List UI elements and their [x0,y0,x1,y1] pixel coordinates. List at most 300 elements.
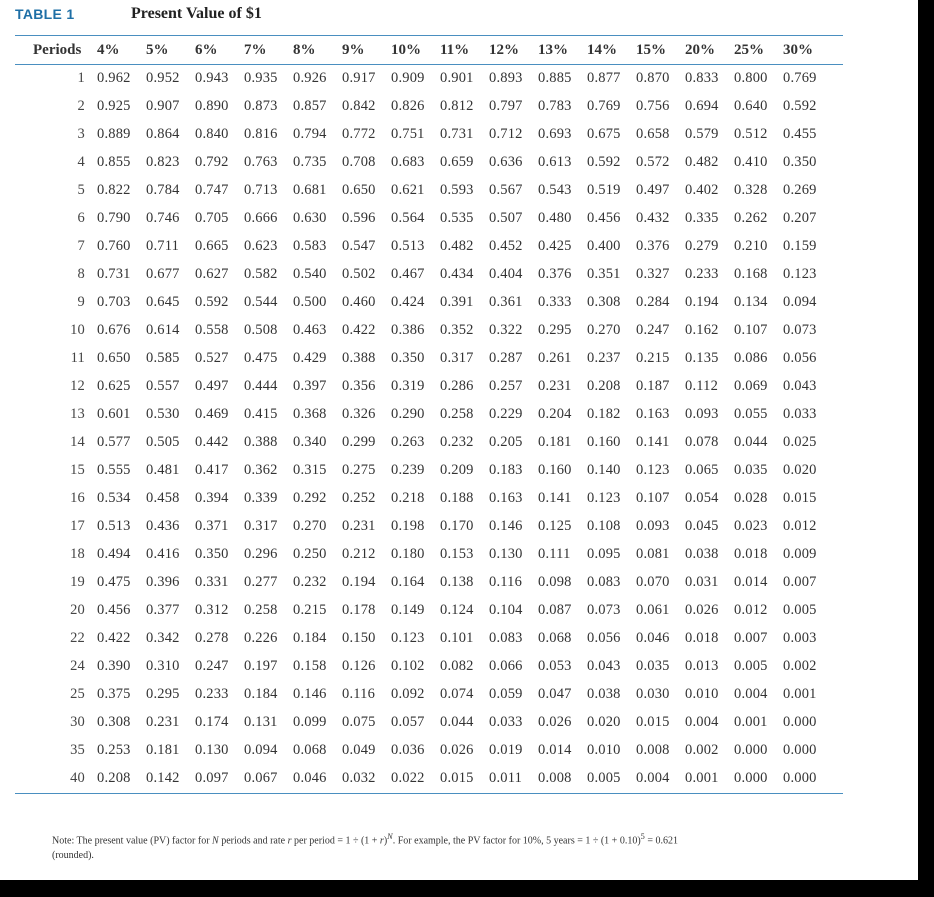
pv-factor-cell: 0.160 [587,433,621,450]
pv-factor-cell: 0.335 [685,209,719,226]
pv-factor-cell: 0.056 [783,349,817,366]
table-row [15,372,832,400]
pv-factor-cell: 0.456 [587,209,621,226]
pv-factor-cell: 0.712 [489,125,523,142]
pv-factor-cell: 0.038 [587,685,621,702]
pv-factor-cell: 0.962 [97,69,131,86]
pv-factor-cell: 0.812 [440,97,474,114]
pv-factor-cell: 0.350 [391,349,425,366]
pv-factor-cell: 0.102 [391,657,425,674]
pv-factor-cell: 0.239 [391,461,425,478]
pv-factor-cell: 0.160 [538,461,572,478]
pv-factor-cell: 0.208 [97,769,131,786]
table-row [15,232,832,260]
pv-factor-cell: 0.625 [97,377,131,394]
pv-factor-cell: 0.394 [195,489,229,506]
pv-factor-cell: 0.134 [734,293,768,310]
period-cell: 20 [70,601,85,618]
pv-factor-cell: 0.270 [293,517,327,534]
pv-factor-cell: 0.390 [97,657,131,674]
pv-factor-cell: 0.250 [293,545,327,562]
pv-factor-cell: 0.429 [293,349,327,366]
pv-factor-cell: 0.677 [146,265,180,282]
pv-factor-cell: 0.772 [342,125,376,142]
pv-factor-cell: 0.247 [195,657,229,674]
pv-factor-cell: 0.033 [783,405,817,422]
pv-factor-cell: 0.513 [97,517,131,534]
pv-factor-cell: 0.659 [440,153,474,170]
pv-factor-cell: 0.141 [538,489,572,506]
note-text: (rounded). [52,850,94,862]
pv-factor-cell: 0.033 [489,713,523,730]
pv-factor-cell: 0.126 [342,657,376,674]
pv-factor-cell: 0.746 [146,209,180,226]
pv-factor-cell: 0.207 [783,209,817,226]
pv-factor-cell: 0.386 [391,321,425,338]
pv-factor-cell: 0.666 [244,209,278,226]
pv-factor-cell: 0.232 [293,573,327,590]
period-cell: 24 [70,657,85,674]
pv-factor-cell: 0.482 [440,237,474,254]
pv-factor-cell: 0.094 [244,741,278,758]
pv-factor-cell: 0.422 [97,629,131,646]
pv-factor-cell: 0.184 [244,685,278,702]
pv-factor-cell: 0.098 [538,573,572,590]
pv-factor-cell: 0.769 [783,69,817,86]
pv-factor-cell: 0.025 [783,433,817,450]
pv-factor-cell: 0.713 [244,181,278,198]
pv-factor-cell: 0.636 [489,153,523,170]
period-cell: 2 [77,97,85,114]
pv-factor-cell: 0.513 [391,237,425,254]
pv-factor-cell: 0.747 [195,181,229,198]
pv-factor-cell: 0.630 [293,209,327,226]
pv-factor-cell: 0.444 [244,377,278,394]
pv-factor-cell: 0.073 [783,321,817,338]
pv-factor-cell: 0.010 [587,741,621,758]
pv-factor-cell: 0.434 [440,265,474,282]
periods-header: Periods [33,41,82,58]
table-row [15,120,832,148]
pv-factor-cell: 0.146 [293,685,327,702]
period-cell: 8 [77,265,85,282]
pv-factor-cell: 0.026 [685,601,719,618]
rate-header: 15% [636,41,666,58]
pv-factor-cell: 0.543 [538,181,572,198]
note-var-r: r [379,835,384,847]
pv-factor-cell: 0.070 [636,573,670,590]
pv-factor-cell: 0.572 [636,153,670,170]
pv-factor-cell: 0.020 [587,713,621,730]
pv-factor-cell: 0.889 [97,125,131,142]
pv-factor-cell: 0.763 [244,153,278,170]
pv-factor-cell: 0.232 [440,433,474,450]
pv-factor-cell: 0.816 [244,125,278,142]
pv-factor-cell: 0.731 [97,265,131,282]
pv-factor-cell: 0.002 [783,657,817,674]
pv-factor-cell: 0.925 [97,97,131,114]
pv-factor-cell: 0.519 [587,181,621,198]
pv-factor-cell: 0.093 [685,405,719,422]
pv-factor-cell: 0.361 [489,293,523,310]
pv-factor-cell: 0.135 [685,349,719,366]
period-cell: 3 [77,125,85,142]
pv-factor-cell: 0.003 [783,629,817,646]
pv-factor-cell: 0.074 [440,685,474,702]
pv-factor-cell: 0.168 [734,265,768,282]
table-row [15,512,832,540]
pv-factor-cell: 0.083 [587,573,621,590]
pv-factor-cell: 0.460 [342,293,376,310]
table-row [15,204,832,232]
pv-factor-cell: 0.059 [489,685,523,702]
pv-factor-cell: 0.258 [244,601,278,618]
pv-factor-cell: 0.650 [97,349,131,366]
pv-factor-cell: 0.138 [440,573,474,590]
pv-factor-cell: 0.065 [685,461,719,478]
pv-factor-cell: 0.328 [734,181,768,198]
pv-factor-cell: 0.163 [636,405,670,422]
pv-factor-cell: 0.046 [293,769,327,786]
table-row [15,568,832,596]
pv-factor-cell: 0.665 [195,237,229,254]
pv-factor-cell: 0.004 [685,713,719,730]
pv-factor-cell: 0.164 [391,573,425,590]
pv-factor-cell: 0.000 [783,741,817,758]
pv-factor-cell: 0.547 [342,237,376,254]
pv-factor-cell: 0.794 [293,125,327,142]
pv-factor-cell: 0.009 [783,545,817,562]
pv-factor-cell: 0.708 [342,153,376,170]
pv-factor-cell: 0.226 [244,629,278,646]
pv-factor-cell: 0.502 [342,265,376,282]
rate-header: 4% [97,41,120,58]
pv-factor-cell: 0.141 [636,433,670,450]
pv-factor-cell: 0.163 [489,489,523,506]
pv-factor-cell: 0.015 [636,713,670,730]
pv-factor-cell: 0.592 [195,293,229,310]
period-cell: 25 [70,685,85,702]
pv-factor-cell: 0.432 [636,209,670,226]
pv-factor-cell: 0.182 [587,405,621,422]
present-value-table [15,36,832,792]
pv-factor-cell: 0.579 [685,125,719,142]
pv-factor-cell: 0.142 [146,769,180,786]
pv-factor-cell: 0.703 [97,293,131,310]
table-row [15,708,832,736]
pv-factor-cell: 0.627 [195,265,229,282]
pv-factor-cell: 0.068 [538,629,572,646]
period-cell: 5 [77,181,85,198]
pv-factor-cell: 0.317 [440,349,474,366]
pv-factor-cell: 0.592 [587,153,621,170]
table-label: TABLE 1 [15,6,75,22]
pv-factor-cell: 0.066 [489,657,523,674]
pv-factor-cell: 0.252 [342,489,376,506]
pv-factor-cell: 0.613 [538,153,572,170]
pv-factor-cell: 0.731 [440,125,474,142]
pv-factor-cell: 0.231 [146,713,180,730]
pv-factor-cell: 0.870 [636,69,670,86]
pv-factor-cell: 0.054 [685,489,719,506]
pv-factor-cell: 0.257 [489,377,523,394]
pv-factor-cell: 0.124 [440,601,474,618]
pv-factor-cell: 0.247 [636,321,670,338]
pv-factor-cell: 0.045 [685,517,719,534]
pv-factor-cell: 0.270 [587,321,621,338]
pv-factor-cell: 0.008 [538,769,572,786]
pv-factor-cell: 0.083 [489,629,523,646]
pv-factor-cell: 0.467 [391,265,425,282]
pv-factor-cell: 0.150 [342,629,376,646]
pv-factor-cell: 0.694 [685,97,719,114]
pv-factor-cell: 0.011 [489,769,523,786]
pv-factor-cell: 0.475 [97,573,131,590]
pv-factor-cell: 0.178 [342,601,376,618]
pv-factor-cell: 0.397 [293,377,327,394]
pv-factor-cell: 0.183 [489,461,523,478]
period-cell: 6 [77,209,85,226]
pv-factor-cell: 0.005 [587,769,621,786]
period-cell: 10 [70,321,85,338]
pv-factor-cell: 0.312 [195,601,229,618]
pv-factor-cell: 0.194 [342,573,376,590]
pv-factor-cell: 0.284 [636,293,670,310]
table-row [15,540,832,568]
pv-factor-cell: 0.061 [636,601,670,618]
pv-factor-cell: 0.917 [342,69,376,86]
pv-factor-cell: 0.396 [146,573,180,590]
pv-factor-cell: 0.375 [97,685,131,702]
pv-factor-cell: 0.153 [440,545,474,562]
pv-factor-cell: 0.295 [538,321,572,338]
pv-factor-cell: 0.388 [244,433,278,450]
pv-factor-cell: 0.005 [783,601,817,618]
pv-factor-cell: 0.263 [391,433,425,450]
table-row [15,652,832,680]
note-var-n: N [212,835,219,847]
pv-factor-cell: 0.000 [783,769,817,786]
pv-factor-cell: 0.952 [146,69,180,86]
pv-factor-cell: 0.864 [146,125,180,142]
pv-factor-cell: 0.055 [734,405,768,422]
pv-factor-cell: 0.010 [685,685,719,702]
pv-factor-cell: 0.047 [538,685,572,702]
rate-header: 30% [783,41,813,58]
pv-factor-cell: 0.769 [587,97,621,114]
period-cell: 11 [70,349,85,366]
pv-factor-cell: 0.564 [391,209,425,226]
pv-factor-cell: 0.197 [244,657,278,674]
pv-factor-cell: 0.036 [391,741,425,758]
pv-factor-cell: 0.116 [489,573,523,590]
pv-factor-cell: 0.783 [538,97,572,114]
pv-factor-cell: 0.705 [195,209,229,226]
pv-factor-cell: 0.218 [391,489,425,506]
pv-factor-cell: 0.555 [97,461,131,478]
pv-factor-cell: 0.368 [293,405,327,422]
table-row [15,624,832,652]
pv-factor-cell: 0.275 [342,461,376,478]
pv-factor-cell: 0.031 [685,573,719,590]
pv-factor-cell: 0.855 [97,153,131,170]
pv-factor-cell: 0.424 [391,293,425,310]
pv-factor-cell: 0.557 [146,377,180,394]
pv-factor-cell: 0.231 [342,517,376,534]
period-cell: 19 [70,573,85,590]
pv-factor-cell: 0.826 [391,97,425,114]
pv-factor-cell: 0.623 [244,237,278,254]
pv-factor-cell: 0.342 [146,629,180,646]
pv-factor-cell: 0.442 [195,433,229,450]
pv-factor-cell: 0.362 [244,461,278,478]
footnote [52,829,832,863]
pv-factor-cell: 0.000 [734,769,768,786]
rate-header: 25% [734,41,764,58]
pv-factor-cell: 0.082 [440,657,474,674]
pv-factor-cell: 0.326 [342,405,376,422]
pv-factor-cell: 0.229 [489,405,523,422]
pv-factor-cell: 0.107 [734,321,768,338]
pv-factor-cell: 0.683 [391,153,425,170]
rate-header: 7% [244,41,267,58]
period-cell: 16 [70,489,85,506]
pv-factor-cell: 0.000 [783,713,817,730]
pv-factor-cell: 0.253 [97,741,131,758]
table-row [15,148,832,176]
pv-factor-cell: 0.004 [734,685,768,702]
bottom-rule [15,793,843,794]
table-row [15,484,832,512]
pv-factor-cell: 0.081 [636,545,670,562]
rate-header: 8% [293,41,316,58]
note-superscript: N [387,832,393,841]
pv-factor-cell: 0.512 [734,125,768,142]
pv-factor-cell: 0.149 [391,601,425,618]
rate-header: 9% [342,41,365,58]
pv-factor-cell: 0.043 [783,377,817,394]
pv-factor-cell: 0.890 [195,97,229,114]
pv-factor-cell: 0.097 [195,769,229,786]
period-cell: 22 [70,629,85,646]
pv-factor-cell: 0.494 [97,545,131,562]
pv-factor-cell: 0.044 [734,433,768,450]
pv-factor-cell: 0.030 [636,685,670,702]
pv-factor-cell: 0.210 [734,237,768,254]
pv-factor-cell: 0.204 [538,405,572,422]
pv-factor-cell: 0.290 [391,405,425,422]
pv-factor-cell: 0.026 [440,741,474,758]
pv-factor-cell: 0.184 [293,629,327,646]
pv-factor-cell: 0.901 [440,69,474,86]
pv-factor-cell: 0.308 [97,713,131,730]
table-row [15,64,832,92]
pv-factor-cell: 0.067 [244,769,278,786]
pv-factor-cell: 0.146 [489,517,523,534]
pv-factor-cell: 0.012 [783,517,817,534]
note-text: Note: The present value (PV) factor for [52,835,213,847]
pv-factor-cell: 0.926 [293,69,327,86]
table-row [15,260,832,288]
pv-factor-cell: 0.299 [342,433,376,450]
pv-factor-cell: 0.107 [636,489,670,506]
pv-factor-cell: 0.402 [685,181,719,198]
pv-factor-cell: 0.158 [293,657,327,674]
pv-factor-cell: 0.784 [146,181,180,198]
pv-factor-cell: 0.823 [146,153,180,170]
period-cell: 14 [70,433,85,450]
pv-factor-cell: 0.873 [244,97,278,114]
pv-factor-cell: 0.558 [195,321,229,338]
pv-factor-cell: 0.258 [440,405,474,422]
pv-factor-cell: 0.391 [440,293,474,310]
pv-factor-cell: 0.131 [244,713,278,730]
pv-factor-cell: 0.583 [293,237,327,254]
pv-factor-cell: 0.087 [538,601,572,618]
pv-factor-cell: 0.410 [734,153,768,170]
pv-factor-cell: 0.593 [440,181,474,198]
pv-factor-cell: 0.675 [587,125,621,142]
pv-factor-cell: 0.822 [97,181,131,198]
pv-factor-cell: 0.327 [636,265,670,282]
pv-factor-cell: 0.507 [489,209,523,226]
pv-factor-cell: 0.534 [97,489,131,506]
pv-factor-cell: 0.233 [685,265,719,282]
pv-factor-cell: 0.535 [440,209,474,226]
period-cell: 18 [70,545,85,562]
pv-factor-cell: 0.012 [734,601,768,618]
pv-factor-cell: 0.452 [489,237,523,254]
pv-factor-cell: 0.018 [734,545,768,562]
pv-factor-cell: 0.592 [783,97,817,114]
pv-factor-cell: 0.022 [391,769,425,786]
pv-factor-cell: 0.760 [97,237,131,254]
pv-factor-cell: 0.278 [195,629,229,646]
note-text: per period = 1 ÷ (1 + [291,835,380,847]
table-row [15,316,832,344]
rate-header: 13% [538,41,568,58]
pv-factor-cell: 0.404 [489,265,523,282]
pv-factor-cell: 0.800 [734,69,768,86]
pv-factor-cell: 0.208 [587,377,621,394]
period-cell: 13 [70,405,85,422]
pv-factor-cell: 0.376 [538,265,572,282]
pv-factor-cell: 0.007 [783,573,817,590]
pv-factor-cell: 0.170 [440,517,474,534]
pv-factor-cell: 0.315 [293,461,327,478]
pv-factor-cell: 0.112 [685,377,719,394]
pv-factor-cell: 0.842 [342,97,376,114]
note-text: ) [383,835,388,847]
pv-factor-cell: 0.023 [734,517,768,534]
pv-factor-cell: 0.857 [293,97,327,114]
rate-header: 6% [195,41,218,58]
pv-factor-cell: 0.123 [636,461,670,478]
pv-factor-cell: 0.032 [342,769,376,786]
pv-factor-cell: 0.026 [538,713,572,730]
period-cell: 17 [70,517,85,534]
pv-factor-cell: 0.463 [293,321,327,338]
pv-factor-cell: 0.174 [195,713,229,730]
pv-factor-cell: 0.436 [146,517,180,534]
pv-factor-cell: 0.002 [685,741,719,758]
pv-factor-cell: 0.658 [636,125,670,142]
pv-factor-cell: 0.388 [342,349,376,366]
pv-factor-cell: 0.943 [195,69,229,86]
pv-factor-cell: 0.415 [244,405,278,422]
pv-factor-cell: 0.007 [734,629,768,646]
pv-factor-cell: 0.893 [489,69,523,86]
